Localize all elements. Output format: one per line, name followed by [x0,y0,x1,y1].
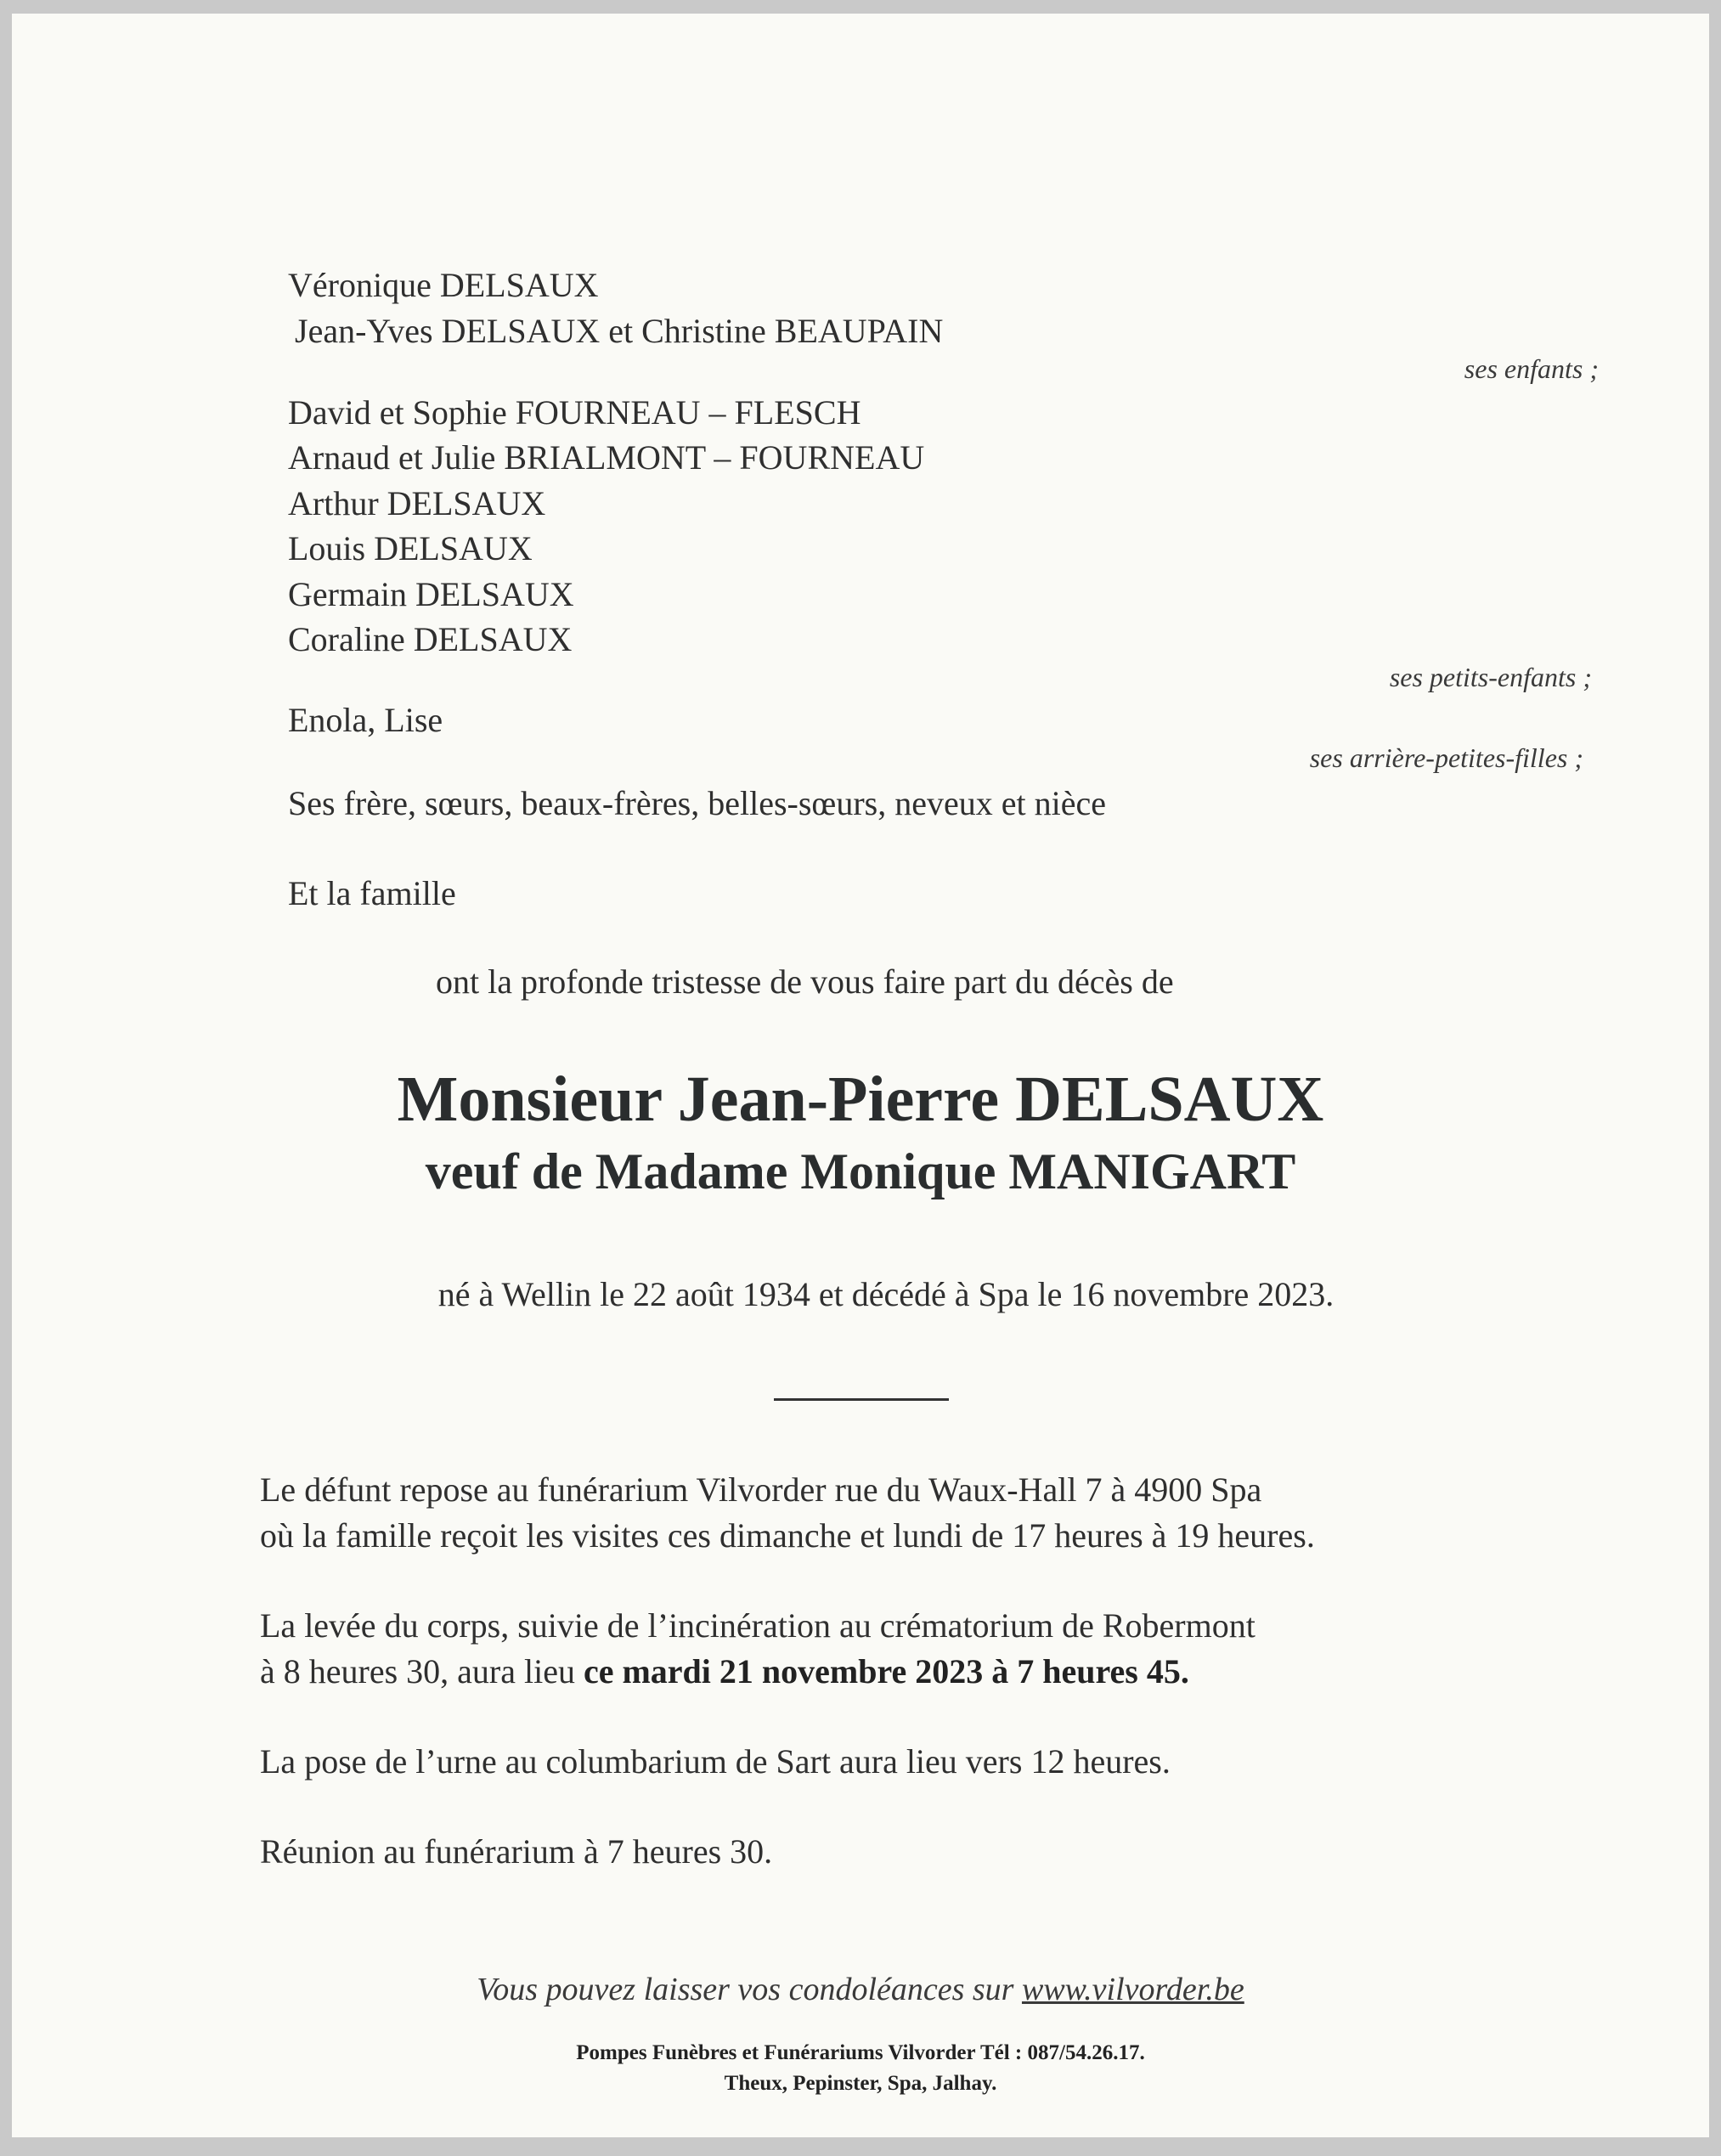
condolences-line [12,1973,1709,2006]
child-name: Jean-Yves DELSAUX et Christine BEAUPAIN [295,312,944,350]
ceremony-time-prefix: à 8 heures 30, aura lieu [260,1652,584,1690]
grandchild-name: Arnaud et Julie BRIALMONT – FOURNEAU [288,438,925,477]
gathering-line: Réunion au funérarium à 7 heures 30. [260,1832,773,1871]
great-grandchild-names: Enola, Lise [288,701,443,739]
condolences-text: Vous pouvez laisser vos condoléances sur [477,1972,1022,2007]
grandchildren-label: ses petits-enfants ; [1389,662,1592,692]
grandchild-name: David et Sophie FOURNEAU – FLESCH [288,393,861,432]
widow-of-line: veuf de Madame Monique MANIGART [425,1143,1296,1199]
child-name: Véronique DELSAUX [288,266,599,304]
deceased-name: Monsieur Jean-Pierre DELSAUX [397,1064,1324,1135]
condolences-website-link[interactable]: www.vilvorder.be [1021,1972,1244,2007]
grandchild-name: Coraline DELSAUX [288,620,573,658]
funeral-notice-page [12,14,1709,2137]
great-grandchildren-label: ses arrière-petites-filles ; [1309,742,1583,773]
family-line: Et la famille [288,874,456,912]
grandchild-name: Arthur DELSAUX [288,484,546,522]
visitation-line-1: Le défunt repose au funérarium Vilvorder rue du Waux-Hall 7 à 4900 Spa [260,1470,1262,1509]
visitation-line-2: où la famille reçoit les visites ces dimanche et lundi de 17 heures à 19 heures. [260,1516,1315,1555]
birth-death-dates: né à Wellin le 22 août 1934 et décédé à Spa le 16 novembre 2023. [437,1275,1334,1313]
grandchild-name: Louis DELSAUX [288,529,533,567]
ceremony-line-1: La levée du corps, suivie de l’incinération au crématorium de Robermont [260,1606,1255,1645]
urn-placement-line: La pose de l’urne au columbarium de Sart aura lieu vers 12 heures. [260,1742,1171,1781]
separator-line [774,1398,949,1401]
funeral-home-locations: Theux, Pepinster, Spa, Jalhay. [724,2072,997,2095]
funeral-home-line: Pompes Funèbres et Funérariums Vilvorder Tél : 087/54.26.17. [576,2041,1145,2064]
ceremony-line-2 [260,1652,1189,1690]
grandchild-name: Germain DELSAUX [288,575,574,613]
ceremony-date-bold: ce mardi 21 novembre 2023 à 7 heures 45. [583,1652,1189,1690]
siblings-line: Ses frère, sœurs, beaux-frères, belles-sœurs, neveux et nièce [288,784,1106,822]
children-label: ses enfants ; [1464,353,1599,384]
announcement-line: ont la profonde tristesse de vous faire part du décès de [436,962,1174,1001]
